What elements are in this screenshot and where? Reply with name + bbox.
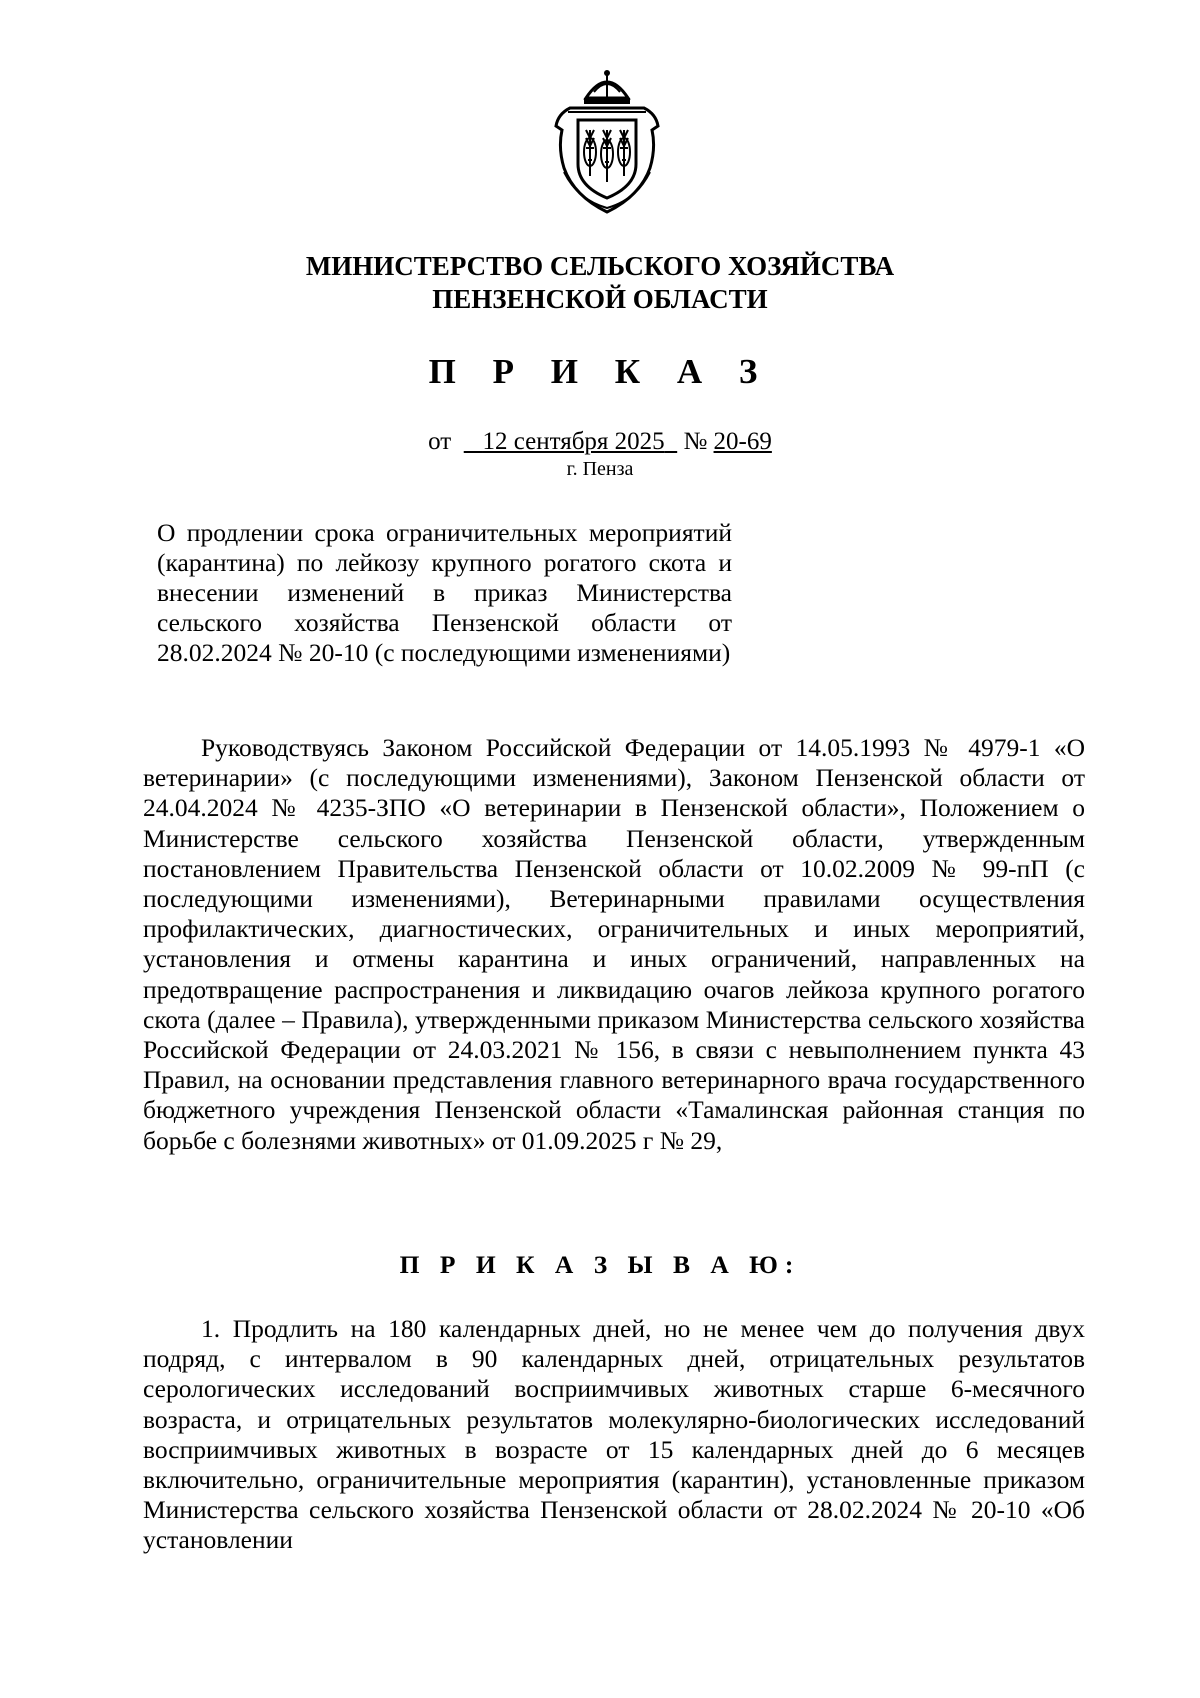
from-label: от [428,428,452,455]
order-date-number-line [0,428,1200,456]
document-type-title: П Р И К А З [428,352,772,391]
ministry-name-line2: ПЕНЗЕНСКОЙ ОБЛАСТИ [432,284,768,314]
orders-heading: П Р И К А З Ы В А Ю: [399,1250,801,1279]
ministry-name-line1: МИНИСТЕРСТВО СЕЛЬСКОГО ХОЗЯЙСТВА [305,251,895,281]
city: г. Пенза [566,458,634,480]
order-item-1: 1. Продлить на 180 календарных дней, но не менее чем до получения двух подряд, с интервалом в 90 календарных дней, отрицательных результатов серологических исследований восприимчивых животных старше 6-месячного возраста, и отрицательных результатов молекулярно-биологических исследований восприимчивых животных в возрасте от 15 календарных дней до 6 месяцев включительно, ограничительные мероприятия (карантин), установленные приказом Министерства сельского хозяйства Пензенской области от 28.02.2024 № 20-10 «Об установлении [143,1314,1085,1555]
order-subject: О продлении срока ограничительных мероприятий (карантина) по лейкозу крупного рогатого скота и внесении изменений в приказ Министерства сельского хозяйства Пензенской области от 28.02.2024 № 20-10 (с последующими изменениями) [157,518,732,667]
order-date: 12 сентября 2025 [482,428,665,455]
basis-paragraph: Руководствуясь Законом Российской Федерации от 14.05.1993 № 4979-1 «О ветеринарии» (с последующими изменениями), Законом Пензенской области от 24.04.2024 № 4235-ЗПО «О ветеринарии в Пензенской области», Положением о Министерстве сельского хозяйства Пензенской области, утвержденным постановлением Правительства Пензенской области от 10.02.2009 № 99-пП (с последующими изменениями), Ветеринарными правилами осуществления профилактических, диагностических, ограничительных и иных мероприятий, установления и отмены карантина и иных ограничений, направленных на предотвращение распространения и ликвидацию очагов лейкоза крупного рогатого скота (далее – Правила), утвержденными приказом Министерства сельского хозяйства Российской Федерации от 24.03.2021 № 156, в связи с невыполнением пункта 43 Правил, на основании представления главного ветеринарного врача государственного бюджетного учреждения Пензенской области «Тамалинская районная станция по борьбе с болезнями животных» от 01.09.2025 г № 29, [143,733,1085,1155]
coat-of-arms-icon [548,68,666,216]
order-number: 20-69 [713,428,772,455]
number-label: № [683,428,708,455]
